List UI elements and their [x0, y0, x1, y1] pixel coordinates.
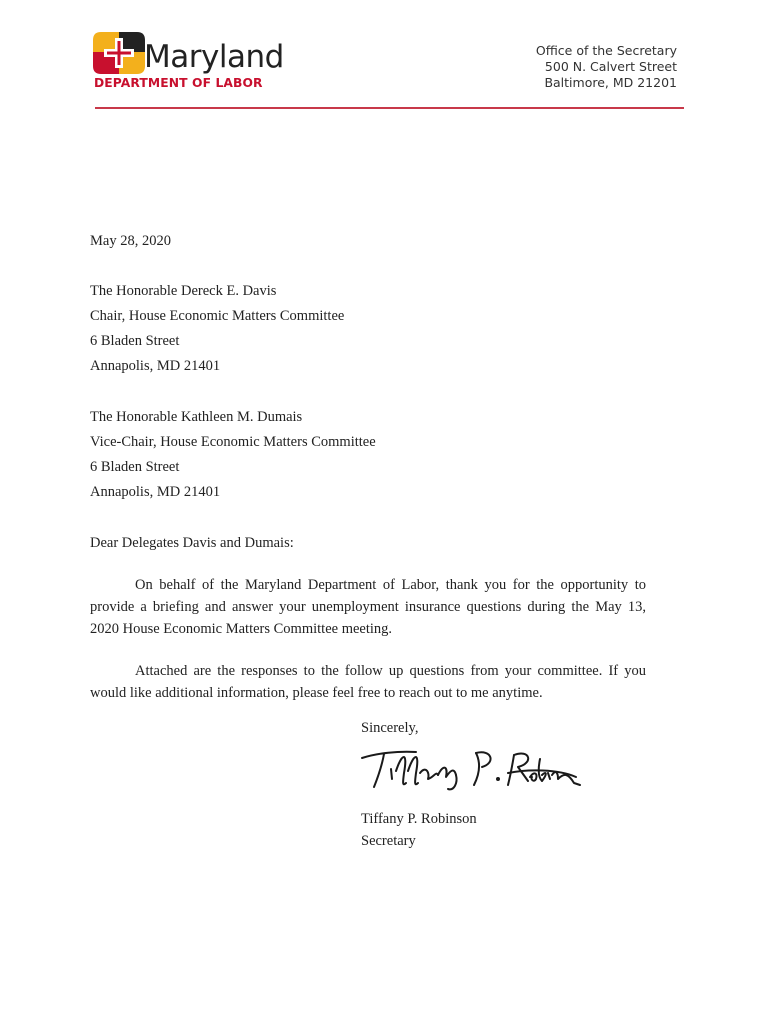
- closing: Sincerely,: [361, 720, 419, 736]
- department-name: DEPARTMENT OF LABOR: [94, 76, 263, 90]
- office-line: 500 N. Calvert Street: [544, 59, 677, 74]
- salutation: Dear Delegates Davis and Dumais:: [90, 535, 294, 551]
- header-divider: [95, 107, 684, 109]
- body-paragraph-1: On behalf of the Maryland Department of Labor, thank you for the opportunity to provide a briefing and answer your unemployment insurance questions during the May 13, 2020 House Economic Matters Committee meeting.: [90, 577, 646, 637]
- office-line: Office of the Secretary: [535, 43, 677, 58]
- signer-title: Secretary: [361, 833, 416, 849]
- recipient-line: The Honorable Kathleen M. Dumais: [90, 409, 303, 425]
- recipient-line: The Honorable Dereck E. Davis: [90, 283, 277, 299]
- brand-name: Maryland: [144, 39, 284, 75]
- maryland-labor-logo: [93, 32, 313, 94]
- body-paragraph-2: Attached are the responses to the follow up questions from your committee. If you would like additional information, please feel free to reach out to me anytime.: [90, 663, 646, 701]
- handwritten-signature: [358, 743, 583, 793]
- office-line: Baltimore, MD 21201: [544, 75, 677, 90]
- signer-name: Tiffany P. Robinson: [361, 811, 477, 827]
- recipient-line: 6 Bladen Street: [90, 459, 180, 475]
- recipient-line: 6 Bladen Street: [90, 333, 180, 349]
- recipient-line: Annapolis, MD 21401: [90, 484, 221, 500]
- letter-date: May 28, 2020: [90, 233, 171, 249]
- recipient-line: Annapolis, MD 21401: [90, 358, 221, 374]
- recipient-line: Chair, House Economic Matters Committee: [90, 308, 345, 324]
- office-address: [536, 43, 677, 91]
- maryland-flag-icon: [93, 32, 145, 74]
- recipient-line: Vice-Chair, House Economic Matters Committee: [90, 434, 376, 450]
